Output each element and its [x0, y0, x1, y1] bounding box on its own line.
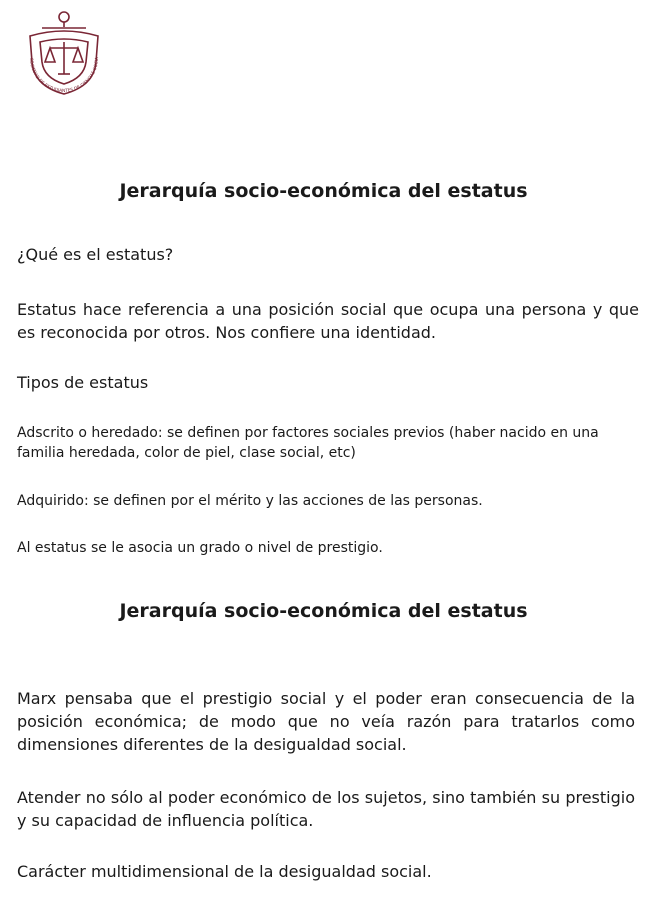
question-text: ¿Qué es el estatus? [17, 245, 174, 264]
types-heading: Tipos de estatus [17, 373, 149, 392]
prestige-paragraph: Al estatus se le asocia un grado o nivel de prestigio. [17, 540, 383, 556]
scales-of-justice-crest-icon [16, 8, 112, 96]
multidimensional-paragraph: Carácter multidimensional de la desigualdad social. [17, 862, 432, 881]
svg-text:SOCIEDAD DE ESTUDIANTES DE CIE: SOCIEDAD DE ESTUDIANTES DE CIENCIAS SOCIA [27, 57, 101, 95]
ascribed-status-paragraph: Adscrito o heredado: se definen por factores sociales previos (haber nacido en una familia heredada, color de piel, clase social, etc) [17, 425, 599, 461]
definition-paragraph: Estatus hace referencia a una posición social que ocupa una persona y que es reconocida por otros. Nos confiere una identidad. [17, 300, 639, 342]
marx-paragraph: Marx pensaba que el prestigio social y el poder eran consecuencia de la posición económica; de modo que no veía razón para tratarlos como dimensiones diferentes de la desigualdad social. [17, 689, 635, 754]
section-title: Jerarquía socio-económica del estatus [119, 180, 528, 202]
attend-paragraph: Atender no sólo al poder económico de los sujetos, sino también su prestigio y su capacidad de influencia política. [17, 788, 635, 830]
section-title-2: Jerarquía socio-económica del estatus [119, 600, 528, 622]
acquired-status-paragraph: Adquirido: se definen por el mérito y las acciones de las personas. [17, 493, 483, 509]
